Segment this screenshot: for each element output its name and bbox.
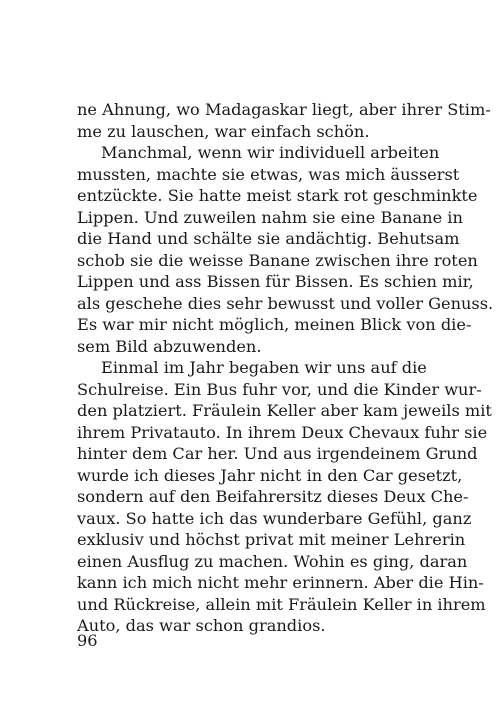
text-line: Manchmal, wenn wir individuell arbeiten — [101, 143, 440, 162]
text-line: Lippen. Und zuweilen nahm sie eine Banane in — [77, 207, 463, 227]
text-line: den platziert. Fräulein Keller aber kam jeweils mit — [77, 401, 492, 420]
text-line: die Hand und schälte sie andächtig. Behutsam — [77, 229, 460, 248]
text-line: als geschehe dies sehr bewusst und voller Genuss. — [77, 293, 494, 313]
body-text — [77, 99, 494, 637]
page-number: 96 — [77, 631, 98, 650]
text-line: wurde ich dieses Jahr nicht in den Car gesetzt, — [77, 465, 463, 485]
text-line: und Rückreise, allein mit Fräulein Keller in ihrem — [77, 594, 486, 614]
text-line: ihrem Privatauto. In ihrem Deux Chevaux fuhr sie — [77, 422, 488, 442]
text-line: vaux. So hatte ich das wunderbare Gefühl, ganz — [77, 508, 472, 528]
text-line: Auto, das war schon grandios. — [77, 616, 326, 635]
text-line: exklusiv und höchst privat mit meiner Lehrerin — [77, 530, 466, 549]
text-line: sem Bild abzuwenden. — [77, 336, 262, 356]
text-line: ne Ahnung, wo Madagaskar liegt, aber ihrer Stim- — [77, 100, 491, 119]
text-line: schob sie die weisse Banane zwischen ihre roten — [77, 250, 478, 270]
text-line: sondern auf den Beifahrersitz dieses Deux Che- — [77, 487, 469, 506]
text-line: einen Ausflug zu machen. Wohin es ging, daran — [77, 551, 468, 571]
text-line: mussten, machte sie etwas, was mich äusserst — [77, 164, 460, 184]
text-line: entzückte. Sie hatte meist stark rot geschminkte — [77, 186, 478, 205]
text-line: kann ich mich nicht mehr erinnern. Aber die Hin- — [77, 573, 484, 592]
text-line: Es war mir nicht möglich, meinen Blick von die- — [77, 315, 472, 334]
text-line: Lippen und ass Bissen für Bissen. Es schien mir, — [77, 272, 474, 291]
text-line: me zu lauschen, war einfach schön. — [77, 121, 370, 141]
text-line: Schulreise. Ein Bus fuhr vor, und die Kinder wur- — [77, 379, 482, 399]
text-line: hinter dem Car her. Und aus irgendeinem Grund — [77, 444, 478, 463]
text-line: Einmal im Jahr begaben wir uns auf die — [101, 358, 427, 377]
